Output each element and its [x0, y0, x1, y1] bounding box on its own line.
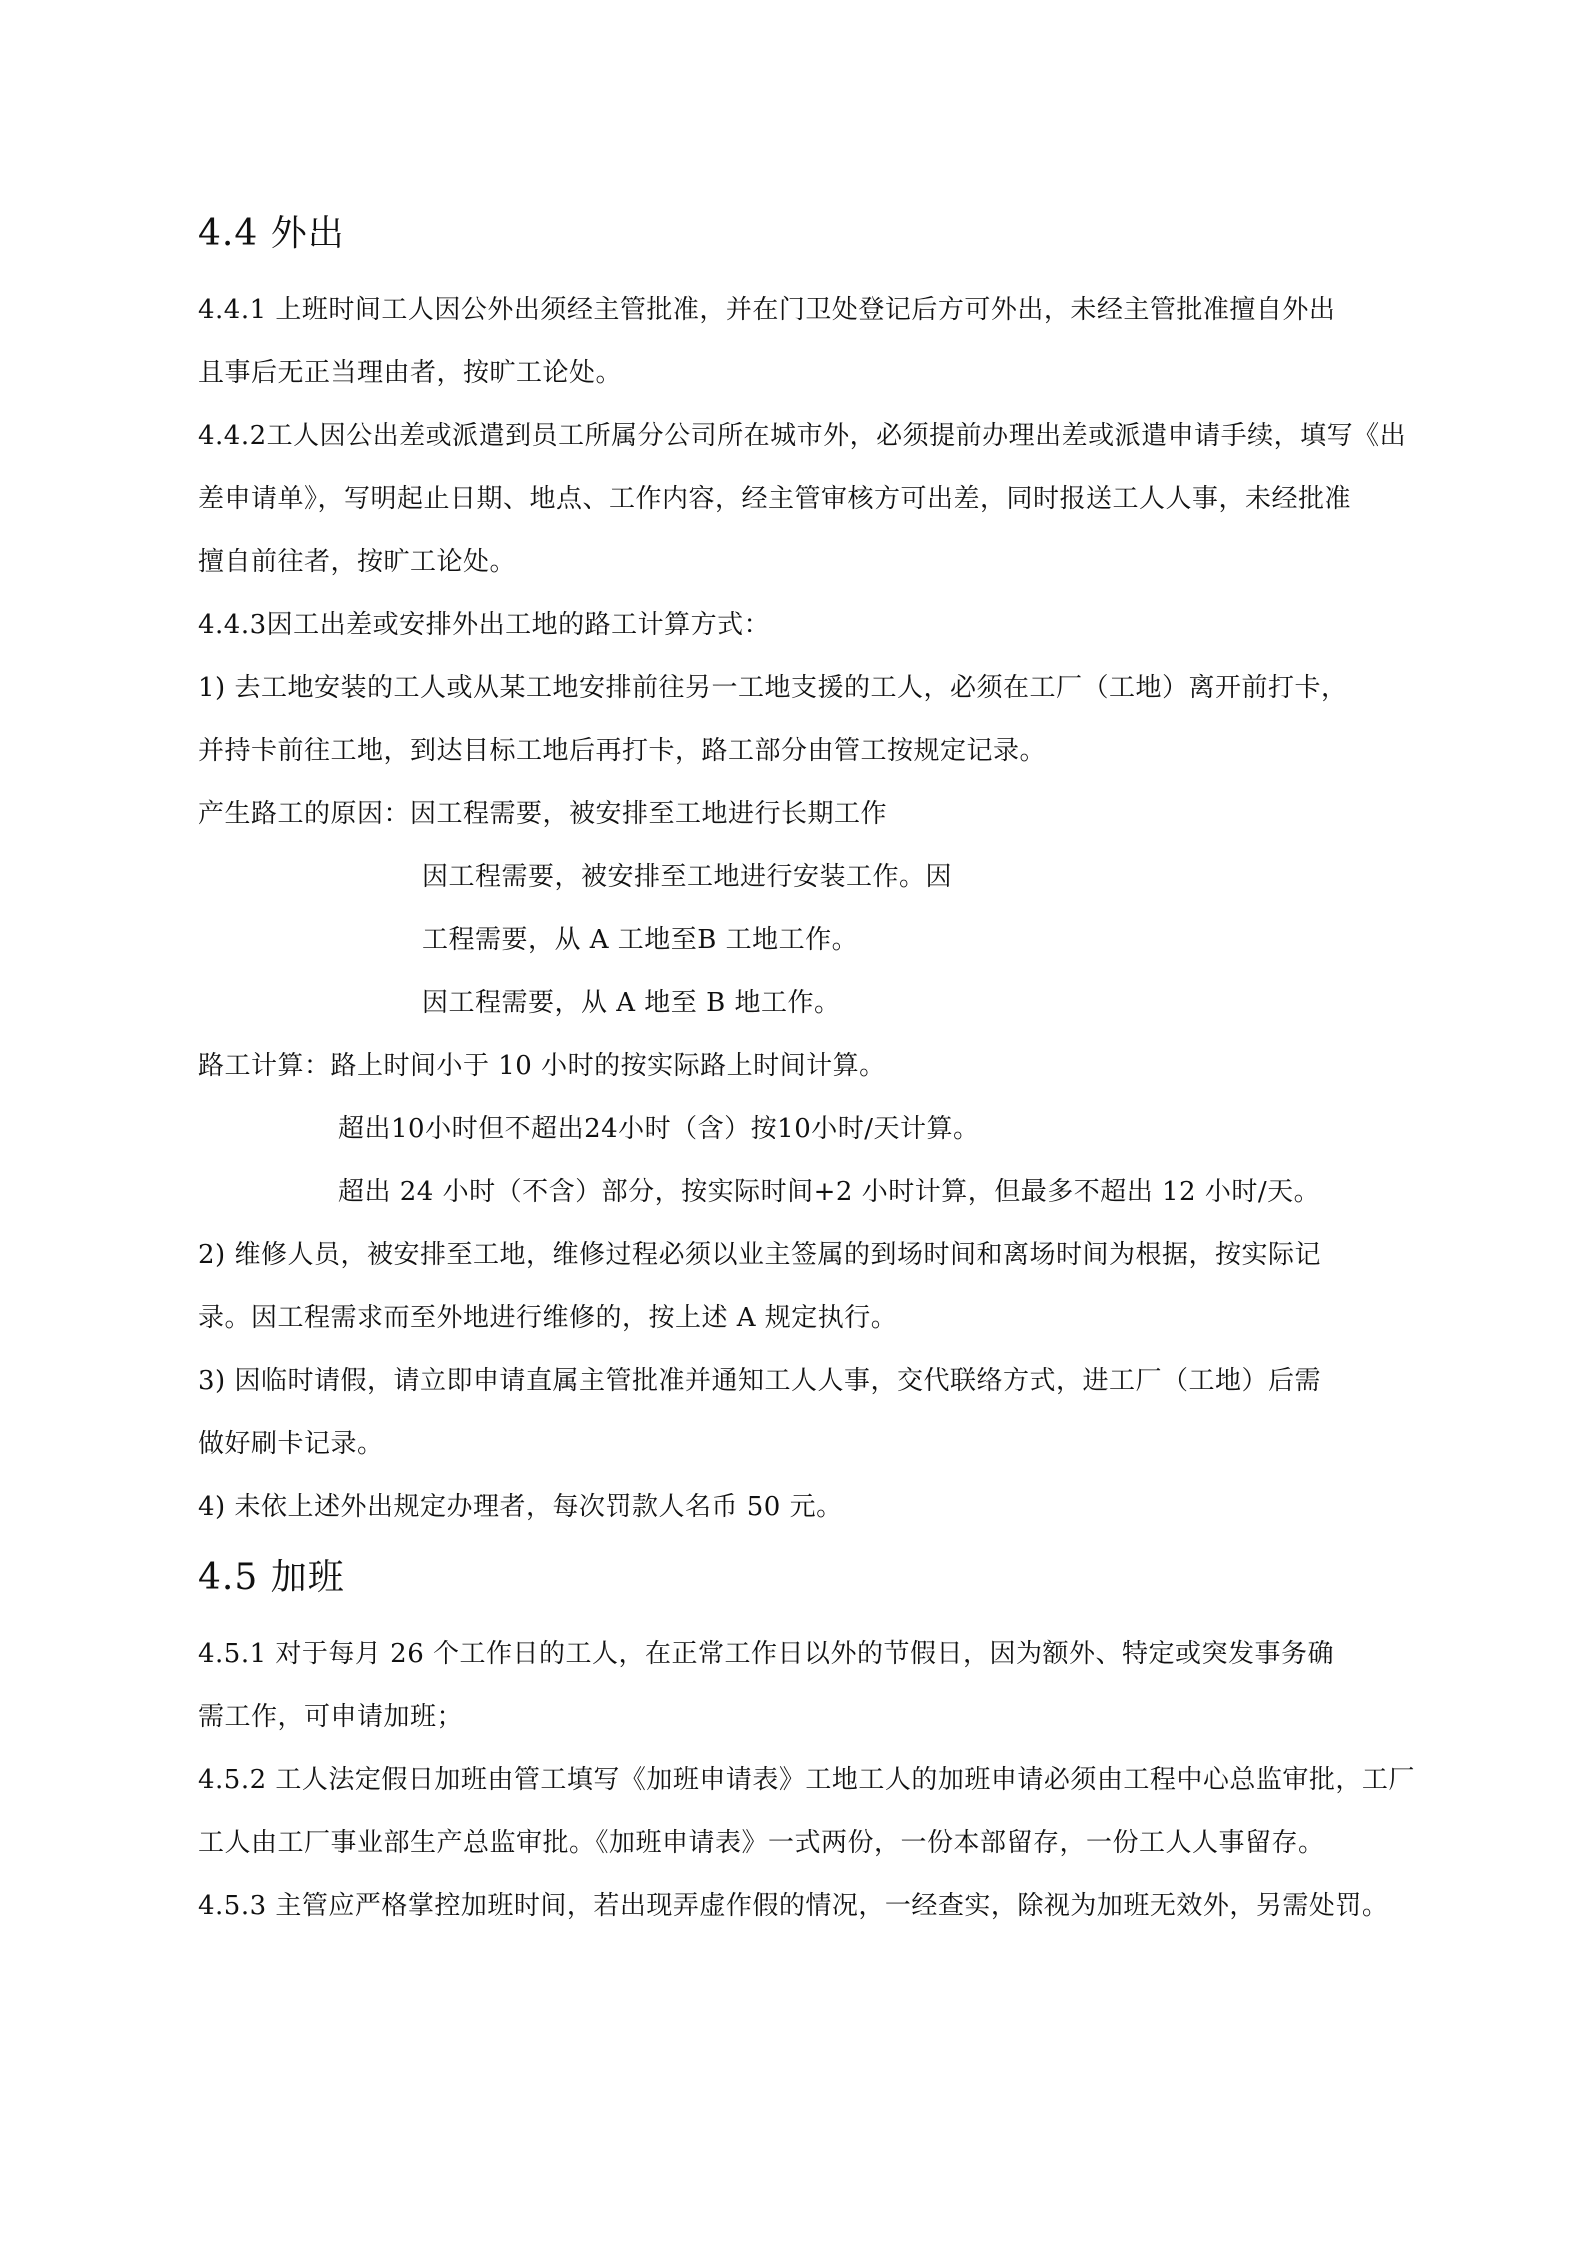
list-item-line: 做好刷卡记录。 [198, 1429, 384, 1459]
indented-line: 因工程需要，从 A 地至 B 地工作。 [422, 988, 841, 1018]
paragraph-line: 4.5.1 对于每月 26 个工作日的工人，在正常工作日以外的节假日，因为额外、特定或突发事务确 [198, 1639, 1335, 1669]
paragraph-line: 且事后无正当理由者，按旷工论处。 [198, 358, 623, 388]
paragraph-line: 4.5.3 主管应严格掌控加班时间，若出现弄虚作假的情况，一经查实，除视为加班无效外，另需处罚。 [198, 1891, 1389, 1921]
section-heading-4-4: 4.4 外出 [198, 213, 345, 254]
indented-line: 工程需要，从 A 工地至B 工地工作。 [422, 925, 859, 955]
list-item-line: 1) 去工地安装的工人或从某工地安排前往另一工地支援的工人，必须在工厂（工地）离开前打卡， [198, 673, 1348, 703]
list-item-line: 2) 维修人员，被安排至工地，维修过程必须以业主签属的到场时间和离场时间为根据，按实际记 [198, 1240, 1321, 1270]
list-item-line: 并持卡前往工地，到达目标工地后再打卡，路工部分由管工按规定记录。 [198, 736, 1047, 766]
paragraph-line: 路工计算：路上时间小于 10 小时的按实际路上时间计算。 [198, 1051, 886, 1081]
indented-line: 超出10小时但不超出24小时（含）按10小时/天计算。 [338, 1114, 980, 1144]
paragraph-line: 4.4.3因工出差或安排外出工地的路工计算方式： [198, 610, 771, 640]
list-item-line: 4) 未依上述外出规定办理者，每次罚款人名币 50 元。 [198, 1492, 843, 1522]
paragraph-line: 4.4.1 上班时间工人因公外出须经主管批准，并在门卫处登记后方可外出，未经主管批准擅自外出 [198, 295, 1336, 325]
list-item-line: 录。因工程需求而至外地进行维修的，按上述 A 规定执行。 [198, 1303, 898, 1333]
paragraph-line: 擅自前往者，按旷工论处。 [198, 547, 517, 577]
section-heading-4-5: 4.5 加班 [198, 1557, 345, 1598]
paragraph-line: 4.4.2工人因公出差或派遣到员工所属分公司所在城市外，必须提前办理出差或派遣申请手续，填写《出 [198, 421, 1407, 451]
list-item-line: 3) 因临时请假，请立即申请直属主管批准并通知工人人事，交代联络方式，进工厂（工地）后需 [198, 1366, 1321, 1396]
paragraph-line: 工人由工厂事业部生产总监审批。《加班申请表》一式两份，一份本部留存，一份工人人事留存。 [198, 1828, 1325, 1858]
paragraph-line: 4.5.2 工人法定假日加班由管工填写《加班申请表》工地工人的加班申请必须由工程中心总监审批，工厂 [198, 1765, 1415, 1795]
paragraph-line: 需工作，可申请加班； [198, 1702, 464, 1732]
paragraph-line: 差申请单》，写明起止日期、地点、工作内容，经主管审核方可出差，同时报送工人人事，未经批准 [198, 484, 1352, 514]
indented-line: 超出 24 小时（不含）部分，按实际时间+2 小时计算，但最多不超出 12 小时/天。 [338, 1177, 1321, 1207]
indented-line: 因工程需要，被安排至工地进行安装工作。因 [422, 862, 953, 892]
paragraph-line: 产生路工的原因：因工程需要，被安排至工地进行长期工作 [198, 799, 888, 829]
